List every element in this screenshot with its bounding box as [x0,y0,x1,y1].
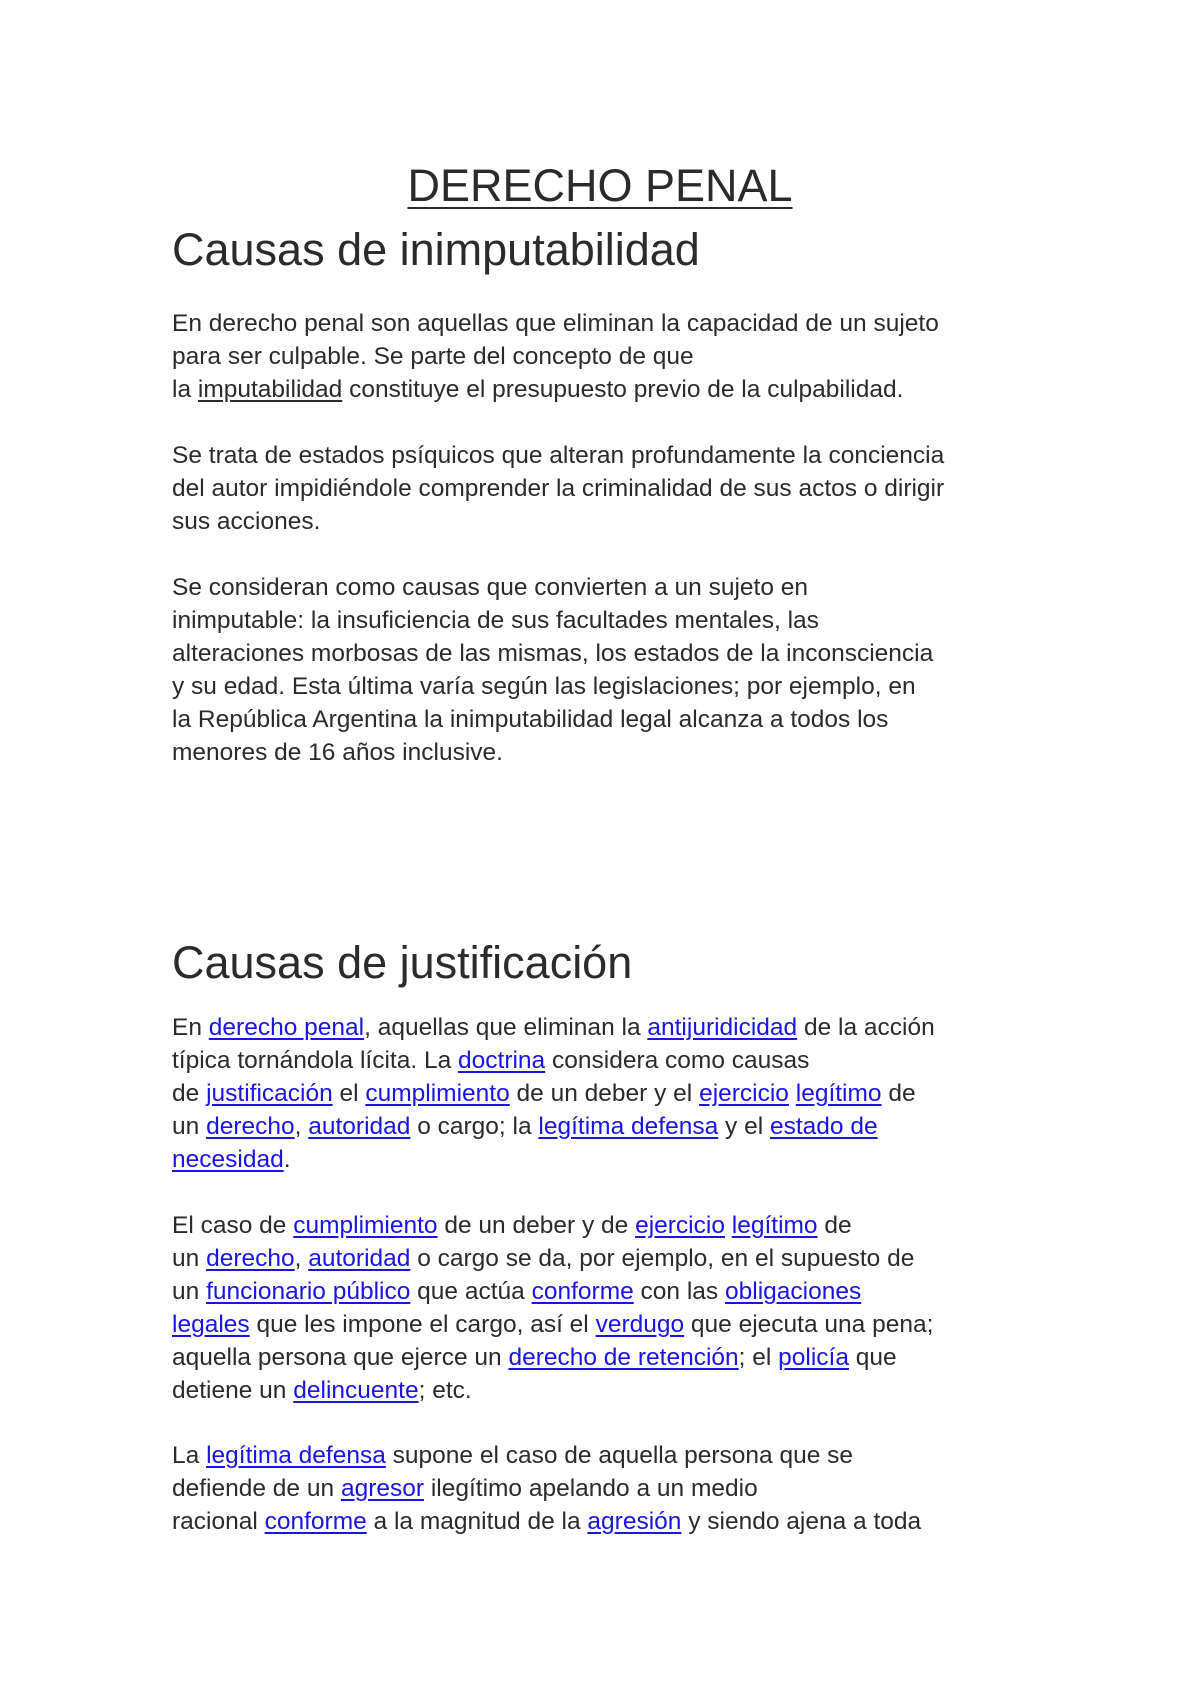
obligaciones-legales-link[interactable]: obligaciones [725,1278,862,1305]
text-fragment: , [294,1113,309,1140]
antijuridicidad-link[interactable]: antijuridicidad [647,1014,798,1041]
paragraph-cumplimiento-deber [172,1209,1052,1407]
text-fragment: El caso de [172,1212,294,1239]
text-fragment: la [172,376,198,403]
text-line: menores de 16 años inclusive. [172,739,503,766]
text-fragment: , aquellas que eliminan la [364,1014,648,1041]
text-line [172,1077,1052,1110]
text-fragment: racional [172,1508,265,1535]
ejercicio-link[interactable]: ejercicio [699,1080,789,1107]
text-line [172,1341,1052,1374]
text-line: Se trata de estados psíquicos que alteran profundamente la conciencia [172,442,945,469]
text-line: inimputable: la insuficiencia de sus facultades mentales, las [172,607,819,634]
text-fragment: La [172,1442,207,1469]
text-fragment: . [283,1146,291,1173]
paragraph-inimputabilidad-definition [172,307,1052,406]
text-line: sus acciones. [172,508,321,535]
text-fragment [789,1080,796,1107]
cumplimiento-link[interactable]: cumplimiento [365,1080,510,1107]
text-fragment: defiende de un [172,1475,341,1502]
text-fragment: un [172,1113,207,1140]
text-fragment: de [817,1212,852,1239]
text-fragment: , [294,1245,309,1272]
text-fragment: a la magnitud de la [366,1508,588,1535]
section-heading-justificacion: Causas de justificación [172,937,633,988]
text-fragment: que [848,1344,897,1371]
funcionario-publico-link[interactable]: funcionario público [206,1278,411,1305]
estado-de-necesidad-link[interactable]: necesidad [172,1146,284,1173]
text-fragment: de [881,1080,916,1107]
paragraph-estados-psiquicos [172,439,1052,538]
paragraph-justificacion-definition [172,1011,1052,1176]
text-line [172,1143,1052,1176]
imputabilidad-link[interactable]: imputabilidad [197,376,343,403]
text-fragment: En [172,1014,209,1041]
text-line: del autor impidiéndole comprender la criminalidad de sus actos o dirigir [172,475,945,502]
text-fragment: aquella persona que ejerce un [172,1344,509,1371]
derecho-link[interactable]: derecho [206,1245,295,1272]
legitima-defensa-link[interactable]: legítima defensa [206,1442,386,1469]
agresion-link[interactable]: agresión [587,1508,682,1535]
text-fragment: el [332,1080,366,1107]
text-line [172,1011,1052,1044]
text-fragment: un [172,1245,207,1272]
verdugo-link[interactable]: verdugo [595,1311,685,1338]
autoridad-link[interactable]: autoridad [308,1245,411,1272]
conforme-link[interactable]: conforme [264,1508,367,1535]
text-line: para ser culpable. Se parte del concepto de que [172,343,694,370]
text-fragment: de [172,1080,207,1107]
text-fragment [725,1212,732,1239]
document-title-text: DERECHO PENAL [407,160,793,211]
document-title [0,158,1200,214]
text-fragment: que ejecuta una pena; [684,1311,934,1338]
text-fragment: considera como causas [545,1047,810,1074]
autoridad-link[interactable]: autoridad [308,1113,411,1140]
policia-link[interactable]: policía [778,1344,849,1371]
text-fragment: un [172,1278,207,1305]
text-fragment: o cargo se da, por ejemplo, en el supuesto de [410,1245,915,1272]
legitimo-link[interactable]: legítimo [795,1080,882,1107]
derecho-penal-link[interactable]: derecho penal [208,1014,365,1041]
text-line [172,1209,1052,1242]
legitimo-link[interactable]: legítimo [731,1212,818,1239]
text-fragment: con las [633,1278,725,1305]
text-fragment: y el [718,1113,770,1140]
text-line: y su edad. Esta última varía según las legislaciones; por ejemplo, en [172,673,916,700]
text-fragment: de un deber y el [509,1080,700,1107]
obligaciones-legales-link[interactable]: legales [172,1311,250,1338]
section-heading-inimputabilidad: Causas de inimputabilidad [172,224,700,275]
text-fragment: típica tornándola lícita. La [172,1047,459,1074]
paragraph-legitima-defensa [172,1439,1052,1538]
delincuente-link[interactable]: delincuente [293,1377,419,1404]
justificacion-link[interactable]: justificación [206,1080,333,1107]
text-fragment: y siendo ajena a toda [681,1508,922,1535]
text-line [172,1308,1052,1341]
text-fragment: ilegítimo apelando a un medio [424,1475,758,1502]
ejercicio-link[interactable]: ejercicio [635,1212,725,1239]
legitima-defensa-link[interactable]: legítima defensa [538,1113,719,1140]
agresor-link[interactable]: agresor [340,1475,425,1502]
text-line [172,1439,1052,1472]
text-fragment: detiene un [172,1377,294,1404]
derecho-link[interactable]: derecho [206,1113,295,1140]
text-fragment: que actúa [410,1278,532,1305]
estado-de-necesidad-link[interactable]: estado de [769,1113,878,1140]
text-line [172,1505,1052,1538]
text-fragment: de la acción [797,1014,935,1041]
text-line [172,1242,1052,1275]
paragraph-causas-inimputable [172,571,1052,769]
cumplimiento-link[interactable]: cumplimiento [293,1212,438,1239]
text-fragment: constituye el presupuesto previo de la culpabilidad. [342,376,904,403]
text-fragment: o cargo; la [410,1113,539,1140]
text-fragment: supone el caso de aquella persona que se [385,1442,854,1469]
text-line: la República Argentina la inimputabilidad legal alcanza a todos los [172,706,889,733]
text-line [172,1275,1052,1308]
text-line: alteraciones morbosas de las mismas, los estados de la inconsciencia [172,640,934,667]
text-line: Se consideran como causas que convierten a un sujeto en [172,574,809,601]
derecho-de-retencion-link[interactable]: derecho de retención [508,1344,739,1371]
text-line [172,1110,1052,1143]
text-fragment: ; el [738,1344,779,1371]
doctrina-link[interactable]: doctrina [458,1047,546,1074]
text-fragment: que les impone el cargo, así el [249,1311,596,1338]
text-fragment: de un deber y de [437,1212,636,1239]
text-line [172,373,1052,406]
text-fragment: ; etc. [418,1377,472,1404]
text-line [172,1472,1052,1505]
text-line [172,1044,1052,1077]
text-line: En derecho penal son aquellas que eliminan la capacidad de un sujeto [172,310,939,337]
conforme-link[interactable]: conforme [531,1278,634,1305]
text-line [172,1374,1052,1407]
